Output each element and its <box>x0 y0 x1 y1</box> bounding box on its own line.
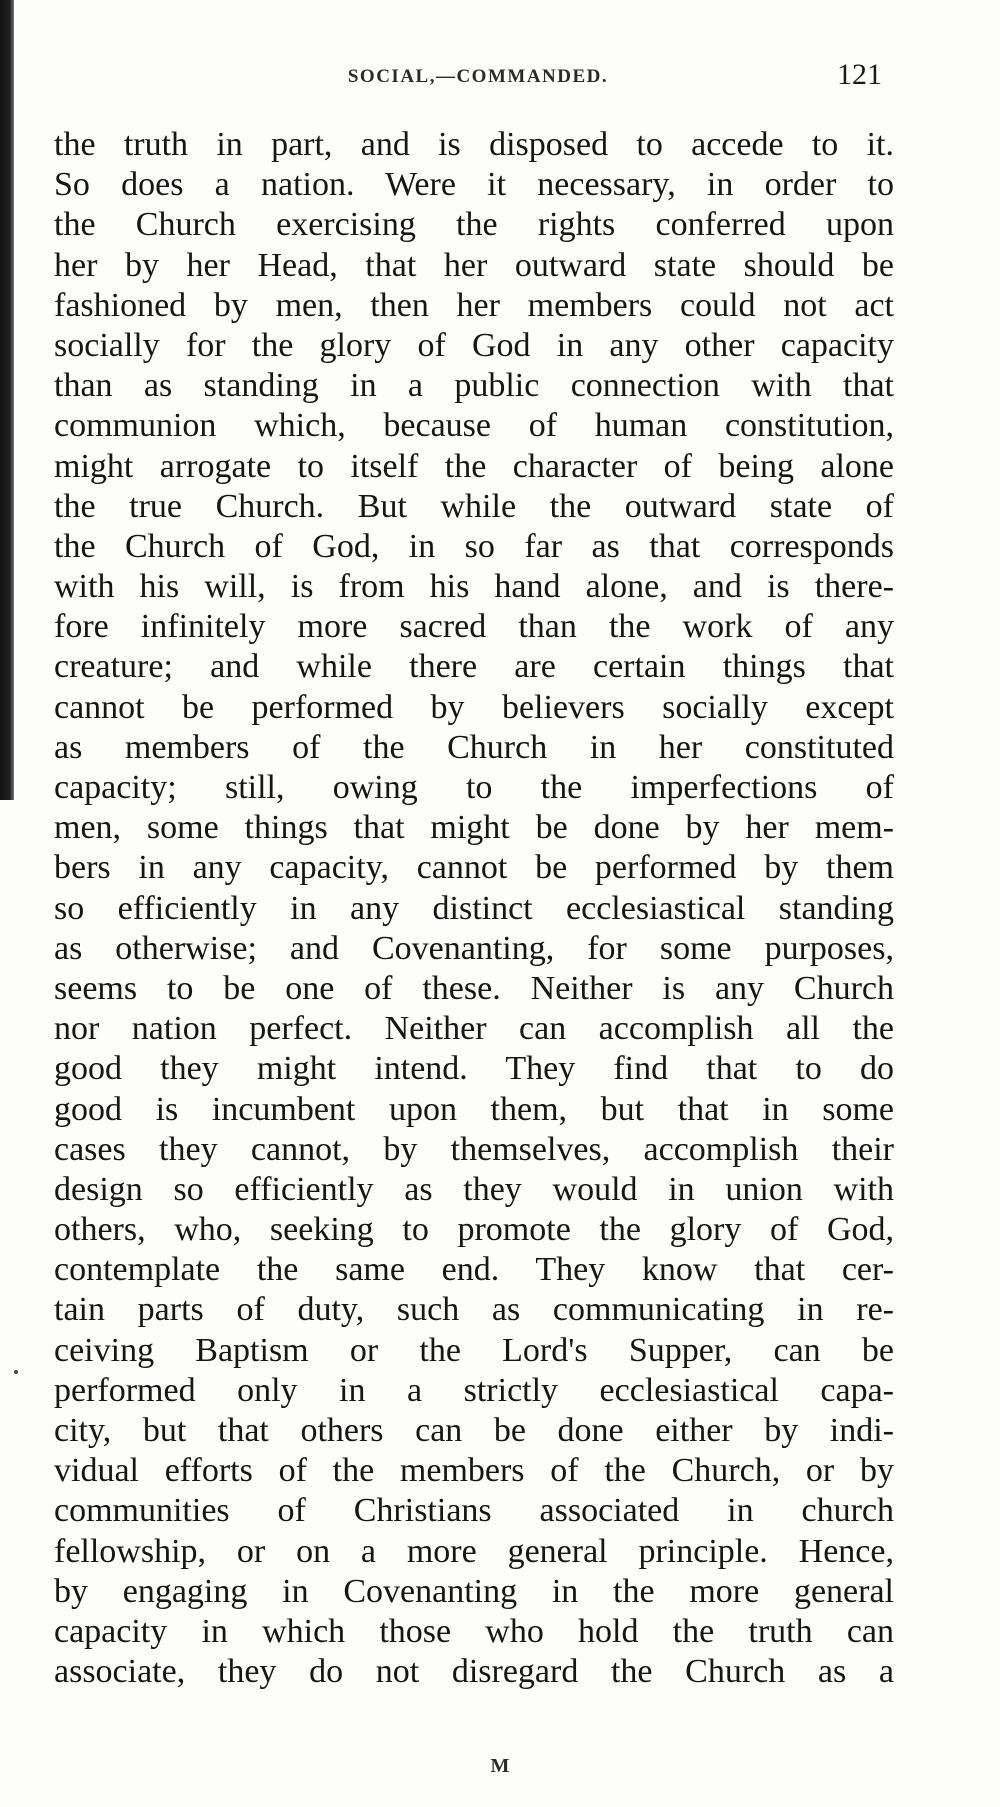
text-line: communities of Christians associated in church <box>54 1492 894 1530</box>
page-header <box>56 58 900 110</box>
binding-edge-shadow <box>0 0 14 800</box>
signature-mark: M <box>490 1755 510 1777</box>
text-line: capacity in which those who hold the truth can <box>54 1612 894 1650</box>
text-line: the Church of God, in so far as that corresponds <box>54 527 894 565</box>
text-line: contemplate the same end. They know that cer- <box>54 1251 894 1289</box>
text-line: vidual efforts of the members of the Church, or by <box>54 1452 894 1490</box>
text-line: socially for the glory of God in any other capacity <box>54 326 894 364</box>
text-line: bers in any capacity, cannot be performed by them <box>54 849 894 887</box>
text-line: good they might intend. They find that to do <box>54 1050 894 1088</box>
text-line: associate, they do not disregard the Church as a <box>54 1653 894 1691</box>
page-number: 121 <box>837 58 882 91</box>
text-line: with his will, is from his hand alone, and is there- <box>54 568 894 606</box>
text-line: men, some things that might be done by her mem- <box>54 809 894 847</box>
text-line: fashioned by men, then her members could not act <box>54 286 894 324</box>
text-line: as otherwise; and Covenanting, for some purposes, <box>54 929 894 967</box>
text-line: So does a nation. Were it necessary, in order to <box>54 166 894 204</box>
text-line: tain parts of duty, such as communicating in re- <box>54 1291 894 1329</box>
body-text <box>54 125 894 1692</box>
text-line: her by her Head, that her outward state should be <box>54 246 894 284</box>
text-line: cases they cannot, by themselves, accomplish their <box>54 1130 894 1168</box>
text-line: design so efficiently as they would in union with <box>54 1170 894 1208</box>
text-line: the Church exercising the rights conferred upon <box>54 206 894 244</box>
text-line: by engaging in Covenanting in the more general <box>54 1572 894 1610</box>
text-line: communion which, because of human constitution, <box>54 407 894 445</box>
text-line: the true Church. But while the outward state of <box>54 487 894 525</box>
text-line: as members of the Church in her constituted <box>54 728 894 766</box>
text-line: cannot be performed by believers socially except <box>54 688 894 726</box>
text-line: capacity; still, owing to the imperfections of <box>54 769 894 806</box>
text-line: might arrogate to itself the character of being alone <box>54 447 894 485</box>
text-line: creature; and while there are certain things that <box>54 648 894 686</box>
text-line: fore infinitely more sacred than the work of any <box>54 608 894 646</box>
running-head: SOCIAL,—COMMANDED. <box>347 66 609 87</box>
text-line: so efficiently in any distinct ecclesiastical standing <box>54 889 894 927</box>
text-line: fellowship, or on a more general principle. Hence, <box>54 1532 894 1570</box>
text-line: than as standing in a public connection with that <box>54 367 894 405</box>
margin-speck <box>14 1370 18 1374</box>
text-line: city, but that others can be done either by indi- <box>54 1412 894 1449</box>
text-line: seems to be one of these. Neither is any Church <box>54 969 894 1007</box>
text-line: ceiving Baptism or the Lord's Supper, can be <box>54 1331 894 1369</box>
text-line: others, who, seeking to promote the glory of God, <box>54 1211 894 1249</box>
text-line: nor nation perfect. Neither can accomplish all the <box>54 1010 894 1048</box>
text-line: good is incumbent upon them, but that in some <box>54 1090 894 1128</box>
text-line: the truth in part, and is disposed to accede to it. <box>54 126 894 163</box>
text-line: performed only in a strictly ecclesiastical capa- <box>54 1371 894 1409</box>
